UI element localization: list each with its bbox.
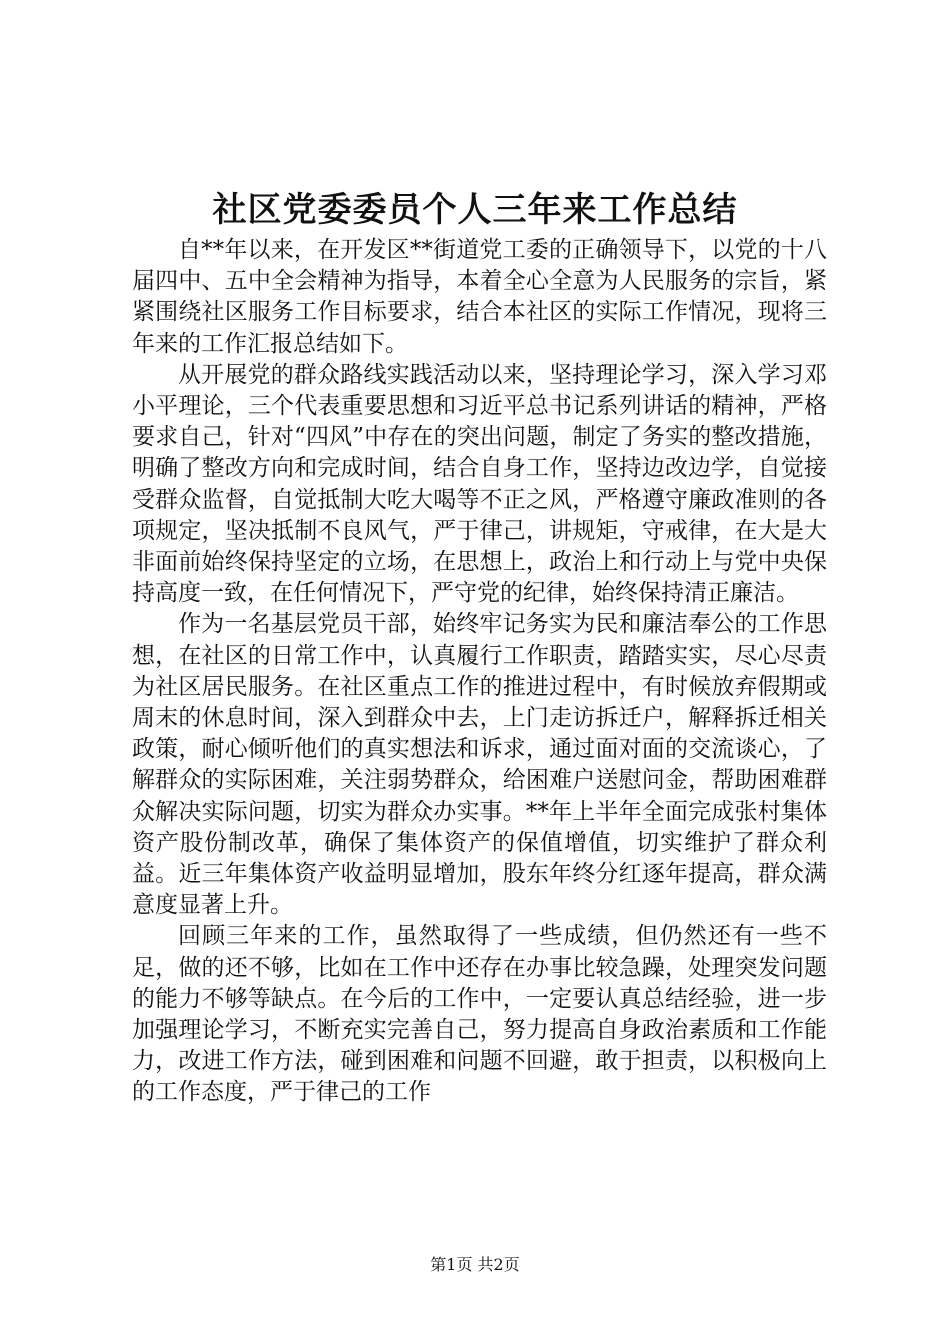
- paragraph-4: 回顾三年来的工作，虽然取得了一些成绩，但仍然还有一些不足，做的还不够，比如在工作中还存在办事比较急躁，处理突发问题的能力不够等缺点。在今后的工作中，一定要认真总结经验，进一步加强理论学习，不断充实完善自己，努力提高自身政治素质和工作能力，改进工作方法，碰到困难和问题不回避，敢于担责，以积极向上的工作态度，严于律己的工作: [132, 923, 827, 1106]
- page-footer: [0, 1254, 950, 1276]
- paragraph-3: 作为一名基层党员干部，始终牢记务实为民和廉洁奉公的工作思想，在社区的日常工作中，认真履行工作职责，踏踏实实，尽心尽责为社区居民服务。在社区重点工作的推进过程中，有时候放弃假期或周末的休息时间，深入到群众中去，上门走访拆迁户，解释拆迁相关政策，耐心倾听他们的真实想法和诉求，通过面对面的交流谈心，了解群众的实际困难，关注弱势群众，给困难户送慰问金，帮助困难群众解决实际问题，切实为群众办实事。**年上半年全面完成张村集体资产股份制改革，确保了集体资产的保值增值，切实维护了群众利益。近三年集体资产收益明显增加，股东年终分红逐年提高，群众满意度显著上升。: [132, 611, 827, 919]
- document-title: 社区党委委员个人三年来工作总结: [212, 190, 738, 230]
- page-number-indicator: 第1页 共2页: [430, 1255, 520, 1274]
- paragraph-2: 从开展党的群众路线实践活动以来，坚持理论学习，深入学习邓小平理论，三个代表重要思想和习近平总书记系列讲话的精神，严格要求自己，针对“四风”中存在的突出问题，制定了务实的整改措施，明确了整改方向和完成时间，结合自身工作，坚持边改边学，自觉接受群众监督，自觉抵制大吃大喝等不正之风，严格遵守廉政准则的各项规定，坚决抵制不良风气，严于律己，讲规矩，守戒律，在大是大非面前始终保持坚定的立场，在思想上，政治上和行动上与党中央保持高度一致，在任何情况下，严守党的纪律，始终保持清正廉洁。: [132, 361, 827, 607]
- document-body: [132, 235, 827, 1109]
- paragraph-1: 自**年以来，在开发区**街道党工委的正确领导下，以党的十八届四中、五中全会精神为指导，本着全心全意为人民服务的宗旨，紧紧围绕社区服务工作目标要求，结合本社区的实际工作情况，现将三年来的工作汇报总结如下。: [132, 237, 827, 357]
